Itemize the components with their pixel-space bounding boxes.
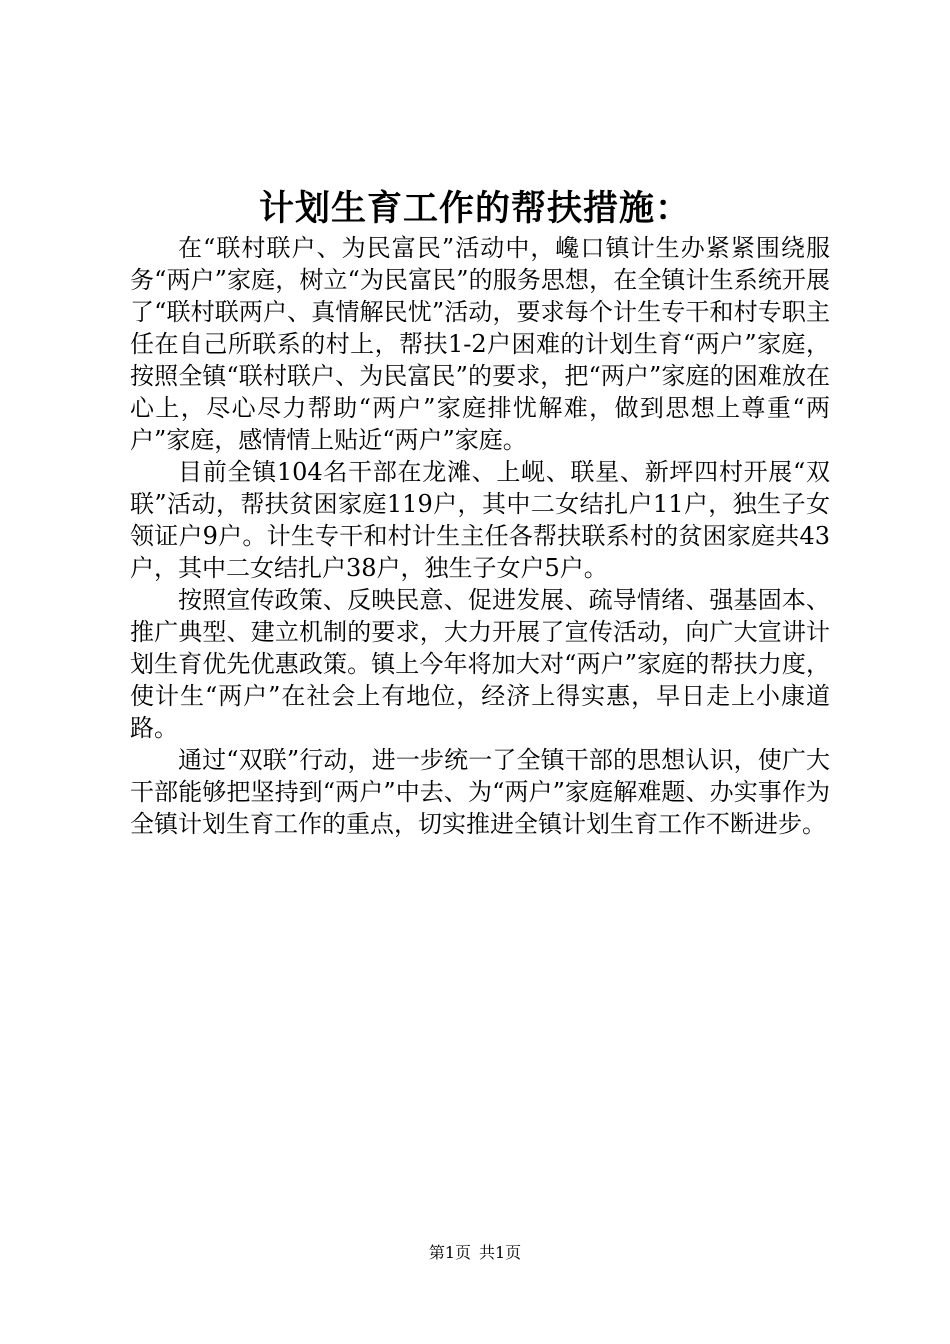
paragraph-1: 在“联村联户、为民富民”活动中，巉口镇计生办紧紧围绕服务“两户”家庭，树立“为民富民”的服务思想，在全镇计生系统开展了“联村联两户、真情解民忧”活动，要求每个计生专干和村专职主任在自己所联系的村上，帮扶1-2户困难的计划生育“两户”家庭，按照全镇“联村联户、为民富民”的要求，把“两户”家庭的困难放在心上，尽心尽力帮助“两户”家庭排忧解难，做到思想上尊重“两户”家庭，感情情上贴近“两户”家庭。: [130, 234, 830, 454]
page-footer: [0, 1242, 950, 1264]
page-number: 第1页: [428, 1243, 471, 1262]
paragraph-3: 按照宣传政策、反映民意、促进发展、疏导情绪、强基固本、推广典型、建立机制的要求，大力开展了宣传活动，向广大宣讲计划生育优先优惠政策。镇上今年将加大对“两户”家庭的帮扶力度，使计生“两户”在社会上有地位，经济上得实惠，早日走上小康道路。: [130, 586, 830, 742]
document-title: 计划生育工作的帮扶措施：: [258, 188, 691, 229]
document-body: [130, 232, 830, 840]
paragraph-4: 通过“双联”行动，进一步统一了全镇干部的思想认识，使广大干部能够把坚持到“两户”中去、为“两户”家庭解难题、办实事作为全镇计划生育工作的重点，切实推进全镇计划生育工作不断进步。: [130, 746, 830, 838]
paragraph-2: 目前全镇104名干部在龙滩、上岘、联星、新坪四村开展“双联”活动，帮扶贫困家庭119户，其中二女结扎户11户，独生子女领证户9户。计生专干和村计生主任各帮扶联系村的贫困家庭共43户，其中二女结扎户38户，独生子女户5户。: [130, 458, 830, 582]
page-total: 共1页: [479, 1243, 522, 1262]
